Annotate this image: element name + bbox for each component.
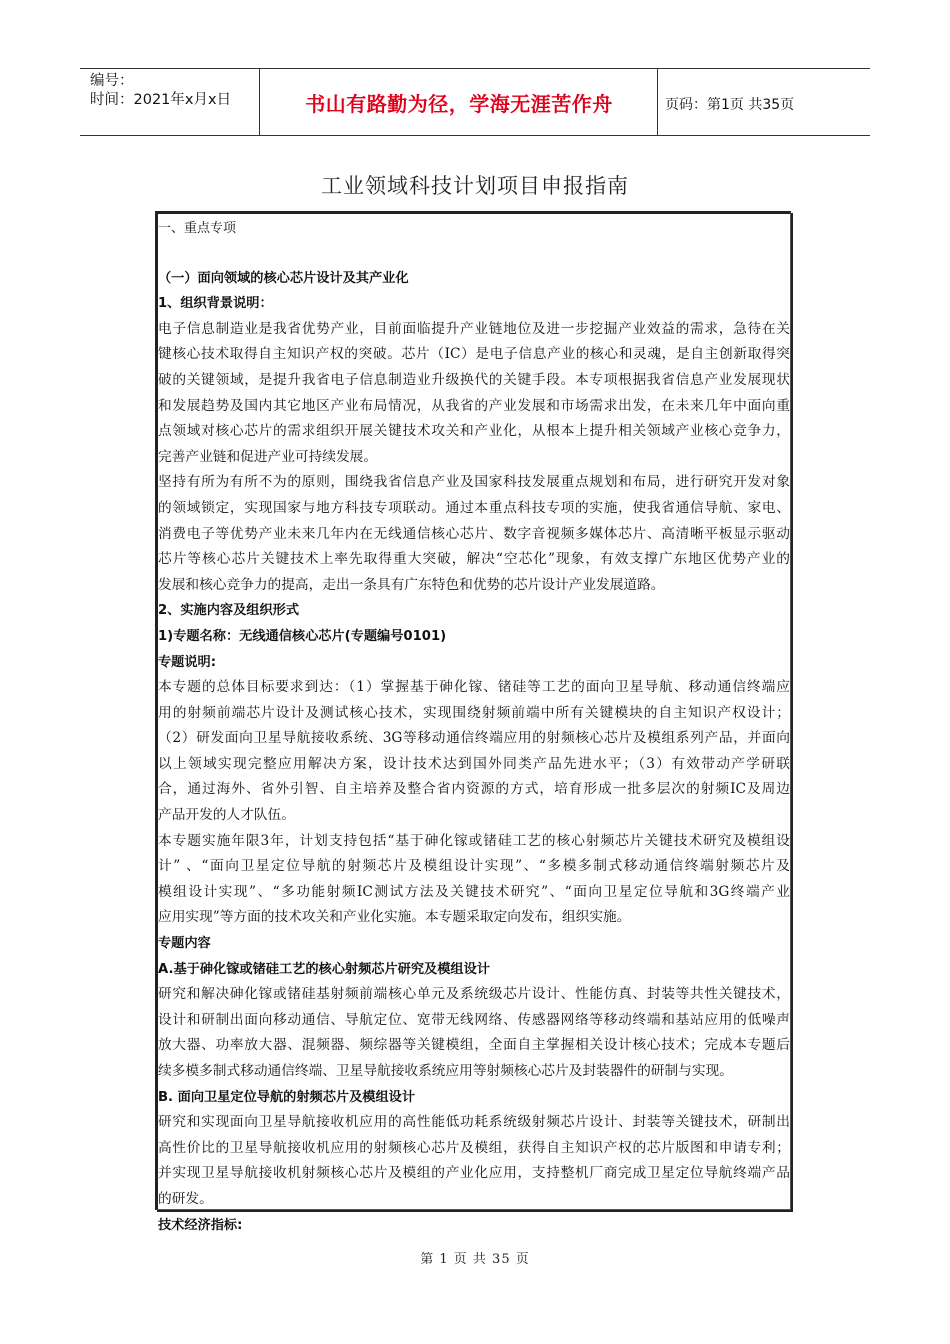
document-body <box>158 216 790 1238</box>
page-footer: 第 1 页 共 35 页 <box>420 1252 530 1267</box>
paragraph-subtopic-b <box>158 1110 790 1212</box>
paragraph-goals <box>158 675 790 829</box>
paragraph-line: 芯片等核心芯片关键技术上率先取得重大突破，解决“空芯化”现象，有效支撑广东地区优势产业的 <box>158 551 790 568</box>
number-label: 编号： <box>90 73 134 89</box>
paragraph-line: 模组设计实现”、“多功能射频IC测试方法及关键技术研究”、“面向卫星定位导航和3G终端产业 <box>158 883 790 900</box>
paragraph-line: 计” 、“面向卫星定位导航的射频芯片及模组设计实现”、“多模多制式移动通信终端射频芯片及 <box>158 858 790 875</box>
item-heading: 2、实施内容及组织形式 <box>158 603 300 619</box>
paragraph-line: 合，通过海外、省外引智、自主培养及整合省内资源的方式，培育形成一批多层次的射频IC及周边 <box>158 781 790 798</box>
paragraph-line: 并实现卫星导航接收机射频核心芯片及模组的产业化应用，支持整机厂商完成卫星定位导航终端产品 <box>158 1165 790 1182</box>
section-heading: 一、重点专项 <box>158 221 237 236</box>
paragraph-line: 本专题实施年限3年，计划支持包括“基于砷化镓或锗硅工艺的核心射频芯片关键技术研究及模组设 <box>158 832 790 849</box>
topic-desc-label: 专题说明: <box>158 654 217 670</box>
paragraph-line: 设计和研制出面向移动通信、导航定位、宽带无线网络、传感器网络等移动终端和基站应用的低噪声 <box>158 1011 790 1028</box>
paragraph-line: 研究和实现面向卫星导航接收机应用的高性能低功耗系统级射频芯片设计、封装等关键技术，研制出 <box>158 1114 790 1131</box>
paragraph-subtopic-a <box>158 982 790 1084</box>
document-title: 工业领域科技计划项目申报指南 <box>321 174 629 198</box>
paragraph-line: 产品开发的人才队伍。 <box>158 807 295 824</box>
paragraph-line: 用的射频前端芯片设计及测试核心技术，实现围绕射频前端中所有关键模块的自主知识产权设计； <box>158 704 790 721</box>
paragraph-line: 应用实现”等方面的技术攻关和产业化实施。本专题采取定向发布，组织实施。 <box>158 909 631 926</box>
tech-indicators-label: 技术经济指标: <box>158 1217 243 1233</box>
paragraph-line: 点领域对核心芯片的需求组织开展关键技术攻关和产业化，从根本上提升相关领域产业核心竞争力， <box>158 423 790 440</box>
paragraph-line: 破的关键领域，是提升我省电子信息制造业升级换代的关键手段。本专项根据我省信息产业发展现状 <box>158 371 790 388</box>
paragraph-line: 的领域锁定，实现国家与地方科技专项联动。通过本重点科技专项的实施，使我省通信导航、家电、 <box>158 499 790 516</box>
paragraph-line: 续多模多制式移动通信终端、卫星导航接收系统应用等射频核心芯片及封装器件的研制与实现。 <box>158 1063 733 1079</box>
header-top-rule <box>80 68 870 69</box>
paragraph-line: 放大器、功率放大器、混频器、频综器等关键模组，全面自主掌握相关设计核心技术；完成本专题后 <box>158 1037 790 1054</box>
time-label: 时间：2021年x月x日 <box>90 92 232 108</box>
paragraph-line: 消费电子等优势产业未来几年内在无线通信核心芯片、数字音视频多媒体芯片、高清晰平板显示驱动 <box>158 525 790 542</box>
header-page-info: 页码：第1页 共35页 <box>665 97 795 113</box>
topic-name: 1)专题名称：无线通信核心芯片(专题编号0101) <box>158 628 447 644</box>
paragraph-line: 的研发。 <box>158 1190 213 1207</box>
paragraph-line: 电子信息制造业是我省优势产业，目前面临提升产业链地位及进一步挖掘产业效益的需求，急待在关 <box>158 320 790 337</box>
header-meta <box>90 72 231 110</box>
paragraph-line: 以上领域实现完整应用解决方案，设计技术达到国外同类产品先进水平；（3）有效带动产学研联 <box>158 755 790 772</box>
sub-topic-a: A.基于砷化镓或锗硅工艺的核心射频芯片研究及模组设计 <box>158 961 490 977</box>
header-divider-right <box>657 68 658 135</box>
paragraph-line: （2）研发面向卫星导航接收系统、3G等移动通信终端应用的射频核心芯片及模组系列产品，并面向 <box>158 730 790 747</box>
paragraph-line: 键核心技术取得自主知识产权的突破。芯片（IC）是电子信息产业的核心和灵魂，是自主创新取得突 <box>158 346 790 363</box>
paragraph-line: 完善产业链和促进产业可持续发展。 <box>158 448 378 465</box>
paragraph-duration <box>158 829 790 931</box>
paragraph-principle <box>158 470 790 598</box>
paragraph-background <box>158 317 790 471</box>
item-heading: 1、组织背景说明： <box>158 296 273 312</box>
paragraph-line: 本专题的总体目标要求到达：（1）掌握基于砷化镓、锗硅等工艺的面向卫星导航、移动通信终端应 <box>158 679 790 696</box>
header-divider-left <box>259 68 260 135</box>
paragraph-line: 坚持有所为有所不为的原则，围绕我省信息产业及国家科技发展重点规划和布局，进行研究开发对象 <box>158 474 790 491</box>
paragraph-line: 和发展趋势及国内其它地区产业布局情况，从我省的产业发展和市场需求出发，在未来几年中面向重 <box>158 397 790 414</box>
sub-topic-b: B. 面向卫星定位导航的射频芯片及模组设计 <box>158 1089 416 1105</box>
subsection-heading: （一）面向领域的核心芯片设计及其产业化 <box>158 270 409 286</box>
paragraph-line: 研究和解决砷化镓或锗硅基射频前端核心单元及系统级芯片设计、性能仿真、封装等共性关键技术， <box>158 986 790 1003</box>
paragraph-line: 发展和核心竞争力的提高，走出一条具有广东特色和优势的芯片设计产业发展道路。 <box>158 576 665 593</box>
paragraph-line: 高性价比的卫星导航接收机应用的射频核心芯片及模组，获得自主知识产权的芯片版图和申请专利； <box>158 1139 790 1156</box>
header-motto: 书山有路勤为径，学海无涯苦作舟 <box>305 92 613 116</box>
topic-content-label: 专题内容 <box>158 936 211 952</box>
header-bottom-rule <box>80 135 870 136</box>
